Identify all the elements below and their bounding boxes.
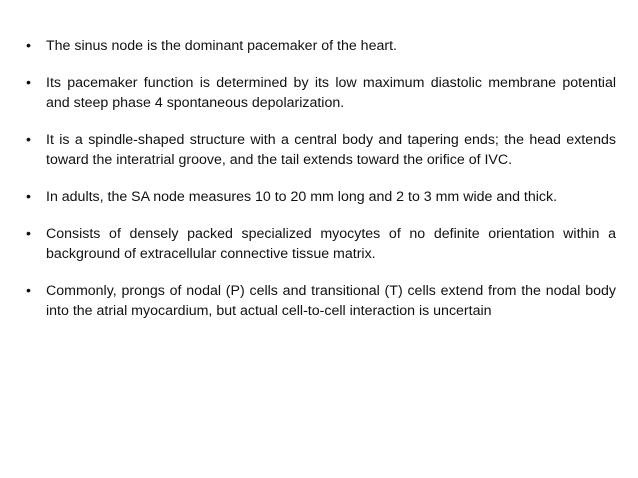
- bullet-text: Consists of densely packed specialized myocytes of no definite orientation within a background of extracellular connective tissue matrix.: [46, 226, 616, 262]
- bullet-text: Its pacemaker function is determined by its low maximum diastolic membrane potential and steep phase 4 spontaneous depolarization.: [46, 75, 616, 111]
- bullet-icon: •: [26, 75, 31, 91]
- bullet-item: [26, 130, 616, 170]
- bullet-icon: •: [26, 38, 31, 54]
- bullet-item: [26, 281, 616, 321]
- bullet-icon: •: [26, 132, 31, 148]
- bullet-list: [26, 36, 616, 338]
- bullet-item: [26, 36, 616, 56]
- bullet-item: [26, 73, 616, 113]
- bullet-text: It is a spindle-shaped structure with a central body and tapering ends; the head extends toward the interatrial groove, and the tail extends toward the orifice of IVC.: [46, 132, 616, 168]
- bullet-text: In adults, the SA node measures 10 to 20 mm long and 2 to 3 mm wide and thick.: [46, 189, 558, 205]
- bullet-icon: •: [26, 226, 31, 242]
- bullet-text: The sinus node is the dominant pacemaker of the heart.: [46, 38, 397, 54]
- bullet-text: Commonly, prongs of nodal (P) cells and transitional (T) cells extend from the nodal body into the atrial myocardium, but actual cell-to-cell interaction is uncertain: [46, 283, 616, 319]
- bullet-item: [26, 187, 616, 207]
- bullet-icon: •: [26, 189, 31, 205]
- bullet-item: [26, 224, 616, 264]
- bullet-icon: •: [26, 283, 31, 299]
